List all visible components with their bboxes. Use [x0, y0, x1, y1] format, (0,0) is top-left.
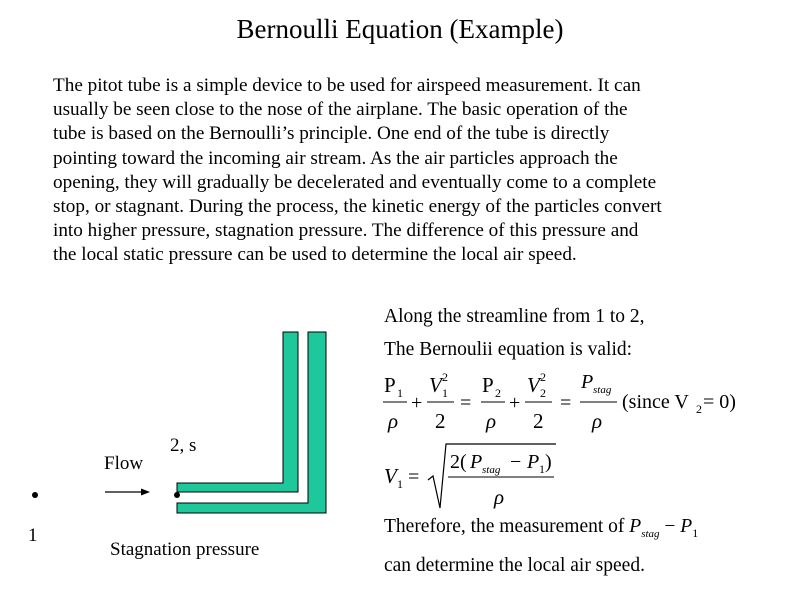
eq-v: V [429, 373, 442, 397]
paragraph-line: into higher pressure, stagnation pressure. The difference of this pressure and [53, 220, 639, 242]
flow-arrow-icon [105, 489, 150, 496]
eq-p: P [384, 373, 396, 397]
therefore-line: Therefore, the measurement of $P_{stag} - P_1$ [384, 516, 699, 540]
conclusion-line: can determine the local air speed. [384, 555, 645, 576]
eq-v: V [527, 373, 540, 397]
eq-p: P [581, 371, 594, 393]
eq-sub: 1 [442, 386, 448, 400]
therefore-text: Therefore, the measurement of [384, 516, 630, 537]
eq-sub: 1 [397, 386, 403, 400]
svg-text:+: + [411, 392, 423, 414]
eq-p: P [680, 516, 693, 537]
eq-stag: stag [482, 464, 501, 476]
paragraph-line: the local static pressure can be used to determine the local air speed. [53, 244, 577, 266]
eq-two: 2 [533, 409, 544, 433]
eq-since-prefix: (since V [622, 391, 689, 413]
eq-sub: 2 [540, 386, 546, 400]
svg-text:=: = [408, 466, 420, 488]
eq-sub: 2 [696, 402, 702, 416]
svg-text:−: − [510, 451, 522, 473]
slide-title: Bernoulli Equation (Example) [236, 14, 564, 44]
eq-rho: ρ [494, 485, 505, 509]
eq-v: V [384, 464, 397, 488]
eq-rho: ρ [486, 409, 497, 433]
eq-sub: 1 [539, 462, 545, 476]
eq-p: P [527, 451, 540, 473]
eq-sub: 1 [692, 525, 699, 540]
eq-sub: 1 [397, 477, 403, 491]
eq-stag: stag [593, 384, 612, 396]
eq-stag: stag [641, 527, 660, 540]
eq-p: P [470, 451, 483, 473]
svg-text:=: = [560, 392, 572, 414]
eq-since-suffix: = 0) [703, 391, 736, 413]
point-2-label: 2, s [170, 435, 197, 456]
svg-text:): ) [545, 451, 552, 473]
eq-sup: 2 [540, 370, 546, 384]
pitot-tube-shape [177, 332, 326, 513]
point-1-dot [32, 492, 38, 498]
eq-sub: 2 [495, 386, 501, 400]
point-2-dot [174, 492, 180, 498]
paragraph-line: stop, or stagnant. During the process, the kinetic energy of the particles convert [53, 196, 662, 218]
eq-sup: 2 [442, 370, 448, 384]
eq-num-prefix: 2( [450, 451, 467, 473]
equation-intro-line-2: The Bernoulii equation is valid: [384, 339, 633, 360]
description-paragraph [53, 74, 773, 268]
svg-text:+: + [509, 392, 521, 414]
paragraph-line: The pitot tube is a simple device to be used for airspeed measurement. It can [53, 75, 641, 96]
paragraph-line: opening, they will gradually be decelerated and eventually come to a complete [53, 171, 657, 193]
eq-rho: ρ [388, 409, 399, 433]
equation-intro-line-1: Along the streamline from 1 to 2, [384, 306, 645, 327]
svg-text:=: = [460, 392, 472, 414]
diagram-caption: Stagnation pressure [110, 539, 260, 560]
flow-label: Flow [104, 453, 144, 474]
eq-p: P [629, 516, 642, 537]
eq-p: P [482, 373, 494, 397]
bernoulli-equation [380, 368, 780, 443]
paragraph-line: tube is based on the Bernoulli’s principle. One end of the tube is directly [53, 123, 610, 145]
paragraph-line: pointing toward the incoming air stream. As the air particles approach the [53, 147, 618, 169]
eq-two: 2 [435, 409, 446, 433]
eq-rho: ρ [592, 409, 603, 433]
paragraph-line: usually be seen close to the nose of the airplane. The basic operation of the [53, 99, 628, 121]
velocity-equation [380, 440, 580, 517]
point-1-label: 1 [28, 525, 38, 546]
